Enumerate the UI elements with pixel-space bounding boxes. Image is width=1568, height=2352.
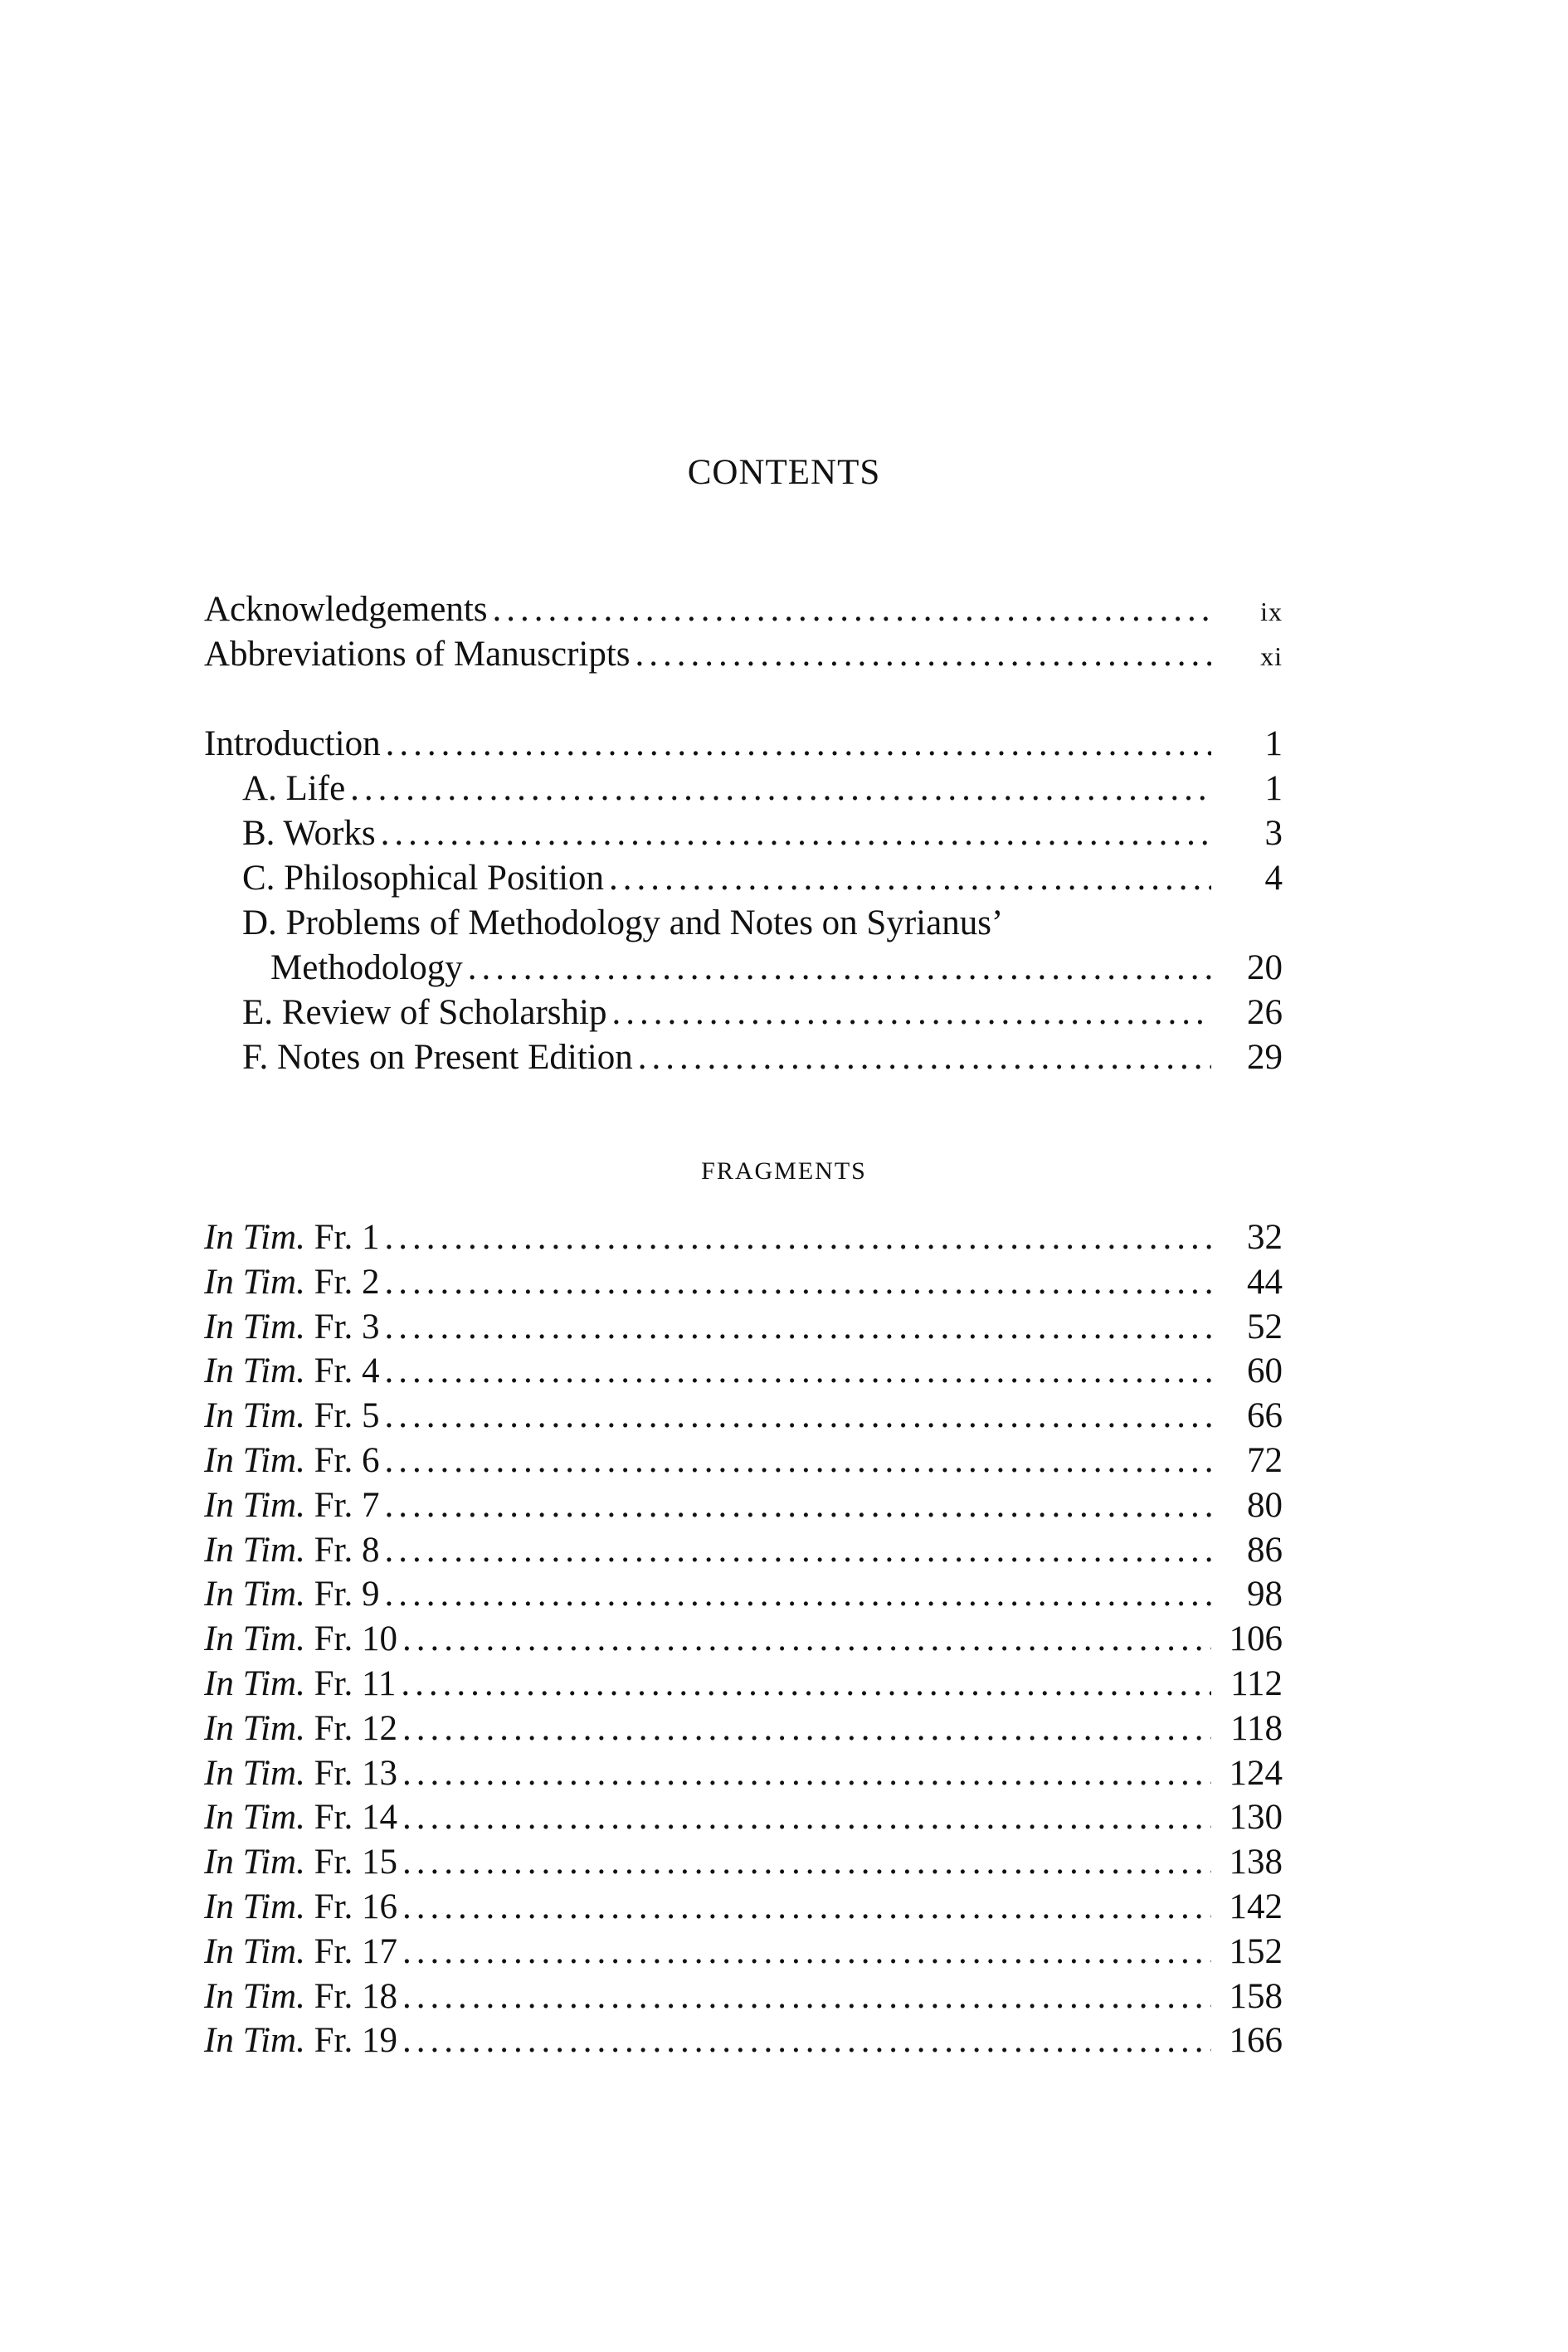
work-title: In Tim. (204, 2021, 305, 2061)
toc-entry-page: 60 (1247, 1351, 1283, 1391)
work-title: In Tim. (204, 1307, 305, 1346)
toc-entry-page: 112 (1230, 1663, 1283, 1703)
toc-entry-page: 26 (1247, 993, 1283, 1032)
toc-entry-label (204, 1840, 397, 1885)
toc-entry-abbreviations[interactable] (204, 632, 1283, 677)
toc-entry-page: 3 (1264, 814, 1283, 853)
toc-entry-label (204, 1305, 380, 1350)
leader-dots (638, 1035, 1211, 1080)
toc-entry-label: Acknowledgements (204, 590, 488, 629)
leader-dots (385, 1439, 1212, 1483)
toc-entry-fragment[interactable] (204, 1707, 1283, 1751)
toc-entry-page: 66 (1247, 1396, 1283, 1436)
fragment-number: Fr. 10 (314, 1619, 397, 1659)
work-title: In Tim. (204, 1753, 305, 1793)
toc-entry-label (204, 2018, 397, 2063)
leader-dots (386, 722, 1211, 767)
toc-entry-label (204, 1572, 380, 1617)
work-title: In Tim. (204, 1931, 305, 1971)
toc-entry-page: 152 (1229, 1931, 1283, 1971)
fragment-number: Fr. 6 (314, 1440, 380, 1480)
work-title: In Tim. (204, 1575, 305, 1614)
toc-entry-label (204, 1930, 397, 1975)
leader-dots (350, 767, 1211, 811)
toc-entry-fragment[interactable] (204, 1975, 1283, 2019)
toc-entry-notes-on-present-edition[interactable] (204, 1035, 1283, 1080)
toc-entry-page: 32 (1247, 1218, 1283, 1257)
toc-entry-fragment[interactable] (204, 1215, 1283, 1260)
toc-entry-page: xi (1260, 641, 1283, 671)
toc-entry-fragment[interactable] (204, 1572, 1283, 1617)
toc-entry-page: 130 (1229, 1798, 1283, 1838)
toc-entry-label (204, 1528, 380, 1573)
leader-dots (381, 811, 1211, 856)
fragment-number: Fr. 7 (314, 1485, 380, 1525)
fragments-heading: FRAGMENTS (701, 1157, 867, 1185)
leader-dots (385, 1528, 1212, 1573)
toc-entry-works[interactable] (204, 811, 1283, 856)
introduction-list (204, 722, 1283, 1080)
leader-dots (385, 1394, 1212, 1439)
leader-dots (402, 1840, 1211, 1885)
work-title: In Tim. (204, 1530, 305, 1570)
toc-entry-methodology[interactable] (204, 946, 1283, 991)
work-title: In Tim. (204, 1485, 305, 1525)
fragment-number: Fr. 8 (314, 1530, 380, 1570)
toc-entry-label (204, 1795, 397, 1840)
toc-entry-label: Abbreviations of Manuscripts (204, 635, 631, 674)
toc-entry-fragment[interactable] (204, 1528, 1283, 1573)
toc-entry-fragment[interactable] (204, 1439, 1283, 1483)
work-title: In Tim. (204, 1798, 305, 1838)
toc-entry-fragment[interactable] (204, 2018, 1283, 2063)
toc-entry-page: 158 (1229, 1976, 1283, 2016)
toc-entry-fragment[interactable] (204, 1617, 1283, 1662)
toc-entry-page: ix (1260, 597, 1283, 626)
leader-dots (635, 632, 1211, 677)
toc-entry-page: 86 (1247, 1530, 1283, 1570)
fragment-number: Fr. 4 (314, 1351, 380, 1391)
leader-dots (385, 1572, 1212, 1617)
toc-entry-label (204, 1662, 396, 1707)
leader-dots (385, 1349, 1212, 1394)
leader-dots (402, 1707, 1211, 1751)
toc-entry-introduction[interactable] (204, 722, 1283, 767)
leader-dots (611, 991, 1211, 1035)
toc-entry-fragment[interactable] (204, 1885, 1283, 1930)
toc-entry-page: 44 (1247, 1262, 1283, 1302)
toc-entry-page: 98 (1247, 1575, 1283, 1614)
work-title: In Tim. (204, 1619, 305, 1659)
leader-dots (385, 1305, 1212, 1350)
toc-entry-fragment[interactable] (204, 1260, 1283, 1305)
fragment-number: Fr. 17 (314, 1931, 397, 1971)
fragment-number: Fr. 19 (314, 2021, 397, 2061)
leader-dots (385, 1215, 1212, 1260)
toc-entry-label (204, 1483, 380, 1528)
toc-entry-page: 106 (1229, 1619, 1283, 1659)
leader-dots (402, 1975, 1211, 2019)
toc-entry-label (204, 1751, 397, 1796)
work-title: In Tim. (204, 1396, 305, 1436)
fragment-number: Fr. 18 (314, 1976, 397, 2016)
toc-entry-fragment[interactable] (204, 1930, 1283, 1975)
toc-entry-fragment[interactable] (204, 1349, 1283, 1394)
leader-dots (402, 1885, 1211, 1930)
fragment-number: Fr. 15 (314, 1843, 397, 1882)
fragment-number: Fr. 9 (314, 1575, 380, 1614)
leader-dots (402, 1617, 1211, 1662)
toc-entry-label (204, 1975, 397, 2019)
leader-dots (402, 1930, 1211, 1975)
toc-entry-acknowledgements[interactable] (204, 587, 1283, 632)
fragments-list (204, 1215, 1283, 2063)
toc-entry-fragment[interactable] (204, 1795, 1283, 1840)
leader-dots (402, 1751, 1211, 1796)
toc-entry-label (204, 1707, 397, 1751)
toc-entry-label: B. Works (242, 814, 376, 853)
toc-entry-label (204, 1349, 380, 1394)
toc-entry-label: E. Review of Scholarship (242, 993, 607, 1032)
fragment-number: Fr. 14 (314, 1798, 397, 1838)
toc-entry-methodology-line1[interactable]: D. Problems of Methodology and Notes on Syrianus’ (242, 903, 1004, 942)
work-title: In Tim. (204, 1708, 305, 1748)
toc-entry-label (204, 1215, 380, 1260)
toc-entry-page: 166 (1229, 2021, 1283, 2061)
fragment-number: Fr. 11 (314, 1663, 397, 1703)
fragment-number: Fr. 3 (314, 1307, 380, 1346)
toc-entry-fragment[interactable] (204, 1305, 1283, 1350)
fragment-number: Fr. 12 (314, 1708, 397, 1748)
toc-entry-page: 4 (1264, 859, 1283, 898)
work-title: In Tim. (204, 1262, 305, 1302)
page-title: CONTENTS (687, 453, 881, 492)
leader-dots (493, 587, 1211, 632)
toc-entry-label (204, 1885, 397, 1930)
toc-entry-label: F. Notes on Present Edition (242, 1038, 633, 1077)
work-title: In Tim. (204, 1440, 305, 1480)
toc-entry-page: 52 (1247, 1307, 1283, 1346)
toc-entry-fragment[interactable] (204, 1840, 1283, 1885)
toc-entry-page: 29 (1247, 1038, 1283, 1077)
work-title: In Tim. (204, 1351, 305, 1391)
leader-dots (609, 856, 1211, 901)
toc-entry-page: 1 (1264, 769, 1283, 808)
toc-entry-page: 80 (1247, 1485, 1283, 1525)
work-title: In Tim. (204, 1843, 305, 1882)
fragment-number: Fr. 5 (314, 1396, 380, 1436)
leader-dots (402, 2018, 1211, 2063)
toc-entry-label: Methodology (270, 948, 463, 987)
work-title: In Tim. (204, 1976, 305, 2016)
toc-entry-page: 20 (1247, 948, 1283, 987)
toc-entry-page: 72 (1247, 1440, 1283, 1480)
toc-entry-life[interactable] (204, 767, 1283, 811)
toc-entry-label (204, 1394, 380, 1439)
toc-entry-label (204, 1439, 380, 1483)
work-title: In Tim. (204, 1887, 305, 1926)
toc-entry-philosophical-position[interactable] (204, 856, 1283, 901)
toc-entry-fragment[interactable] (204, 1483, 1283, 1528)
toc-entry-label: C. Philosophical Position (242, 859, 605, 898)
toc-entry-page: 138 (1229, 1843, 1283, 1882)
leader-dots (401, 1662, 1211, 1707)
fragment-number: Fr. 1 (314, 1218, 380, 1257)
toc-entry-label: A. Life (242, 769, 346, 808)
leader-dots (468, 946, 1211, 991)
toc-entry-label: Introduction (204, 724, 381, 763)
leader-dots (402, 1795, 1211, 1840)
toc-entry-page: 124 (1229, 1753, 1283, 1793)
fragment-number: Fr. 2 (314, 1262, 380, 1302)
toc-entry-label (204, 1617, 397, 1662)
toc-entry-page: 142 (1229, 1887, 1283, 1926)
fragment-number: Fr. 16 (314, 1887, 397, 1926)
toc-entry-fragment[interactable] (204, 1394, 1283, 1439)
front-matter-list (204, 587, 1283, 677)
toc-entry-fragment[interactable] (204, 1751, 1283, 1796)
toc-entry-fragment[interactable] (204, 1662, 1283, 1707)
work-title: In Tim. (204, 1663, 305, 1703)
toc-entry-label (204, 1260, 380, 1305)
toc-entry-page: 1 (1264, 724, 1283, 763)
leader-dots (385, 1260, 1212, 1305)
work-title: In Tim. (204, 1218, 305, 1257)
toc-entry-review-of-scholarship[interactable] (204, 991, 1283, 1035)
fragment-number: Fr. 13 (314, 1753, 397, 1793)
leader-dots (385, 1483, 1212, 1528)
toc-entry-page: 118 (1230, 1708, 1283, 1748)
